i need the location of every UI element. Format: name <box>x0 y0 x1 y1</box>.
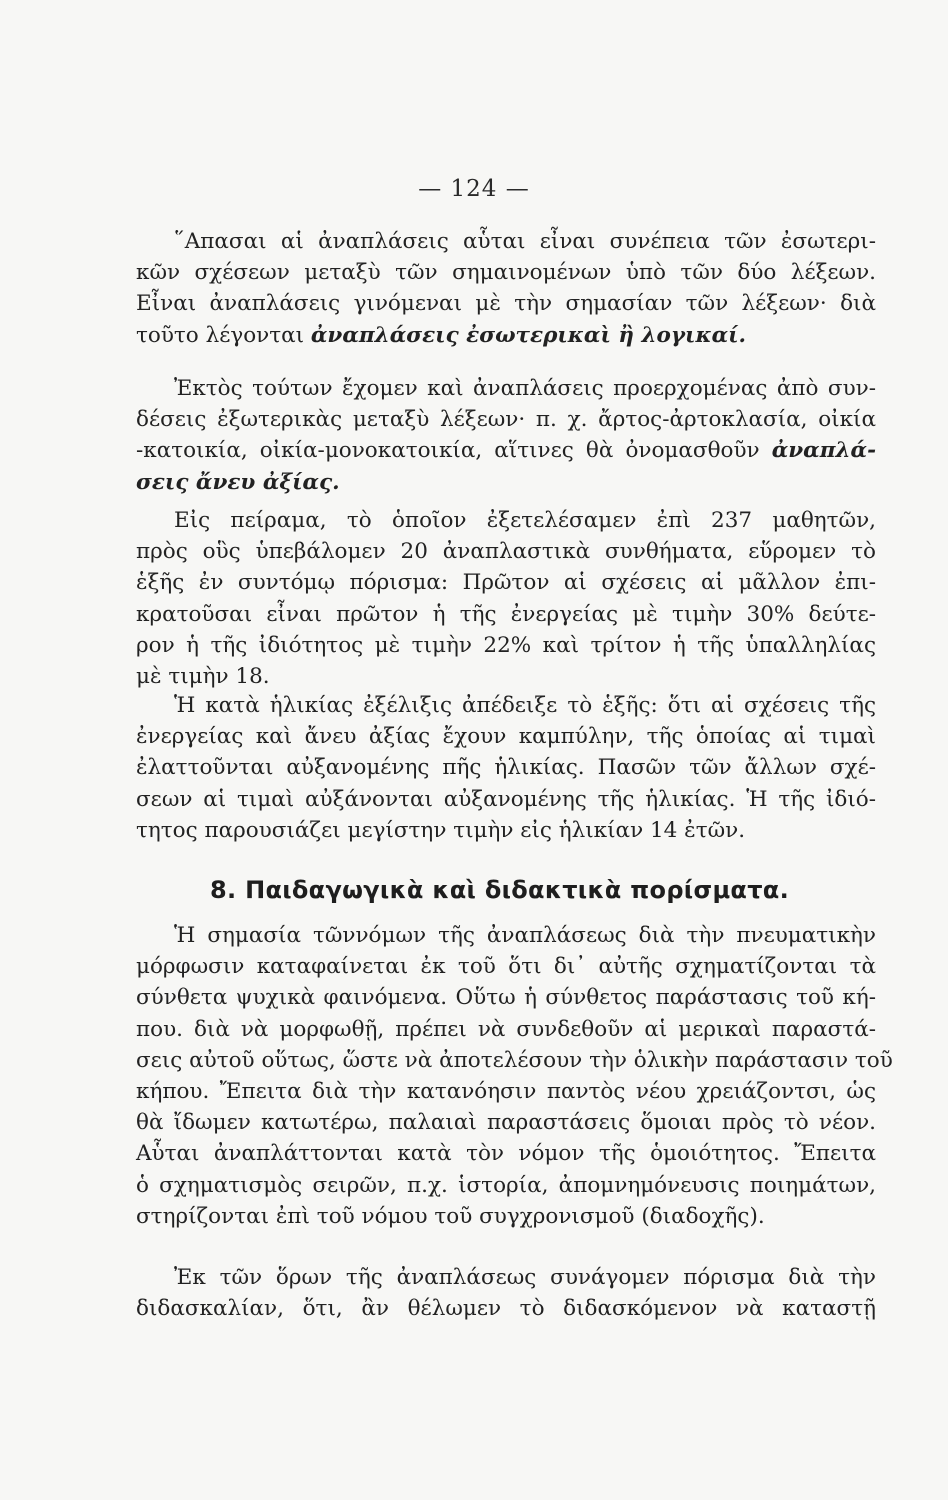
paragraph-5 <box>136 920 893 1232</box>
text-line: σεις αὐτοῦ οὕτως, ὥστε νὰ ἀποτελέσουν τὴν ὁλικὴν παράστασιν τοῦ <box>136 1047 893 1073</box>
text-line: σύνθετα ψυχικὰ φαινόμενα. Οὕτω ἡ σύνθετος παράστασις τοῦ κή- <box>136 985 876 1011</box>
paragraph-1 <box>136 226 876 351</box>
text-line <box>136 467 876 498</box>
text-line: ὁ σχηματισμὸς σειρῶν, π.χ. ἱστορία, ἀπομνημόνευσις ποιημάτων, <box>136 1172 876 1198</box>
text-line: Ἐκ τῶν ὅρων τῆς ἀναπλάσεως συνάγομεν πόρισμα διὰ τὴν <box>174 1265 876 1290</box>
text-line: κρατοῦσαι εἶναι πρῶτον ἡ τῆς ἐνεργείας μὲ τιμὴν 30% δεύτε- <box>136 601 876 627</box>
text-line: Ἐκτὸς τούτων ἔχομεν καὶ ἀναπλάσεις προερχομένας ἀπὸ συν- <box>174 376 876 401</box>
text-line: που. διὰ νὰ μορφωθῇ, πρέπει νὰ συνδεθοῦν αἱ μερικαὶ παραστά- <box>136 1016 876 1042</box>
text-line: διδασκαλίαν, ὅτι, ἂν θέλωμεν τὸ διδασκόμενον νὰ καταστῇ <box>136 1296 876 1322</box>
emphasized-term: ἀναπλά- <box>771 438 876 464</box>
text-line: ῞Απασαι αἱ ἀναπλάσεις αὗται εἶναι συνέπεια τῶν ἐσωτερι- <box>174 229 876 254</box>
text-line: τητος παρουσιάζει μεγίστην τιμὴν εἰς ἡλικίαν 14 ἐτῶν. <box>136 817 746 843</box>
text-line: Ἡ κατὰ ἡλικίας ἐξέλιξις ἀπέδειξε τὸ ἑξῆς: ὅτι αἱ σχέσεις τῆς <box>174 693 876 718</box>
text-line <box>136 320 876 351</box>
text-line: σεων αἱ τιμαὶ αὐξάνονται αὐξανομένης τῆς ἡλικίας. Ἡ τῆς ἰδιό- <box>136 786 876 812</box>
text-line <box>136 435 876 466</box>
text-segment: -κατοικία, οἰκία-μονοκατοικία, αἵτινες θὰ ὀνομασθοῦν <box>136 438 772 464</box>
text-line: κήπου. Ἔπειτα διὰ τὴν κατανόησιν παντὸς νέου χρειάζοντσι, ὡς <box>136 1079 876 1105</box>
text-line: Εἰς πείραμα, τὸ ὁποῖον ἐξετελέσαμεν ἐπὶ 237 μαθητῶν, <box>174 508 876 533</box>
emphasized-term: σεις ἄνευ ἀξίας. <box>136 469 340 495</box>
paragraph-2 <box>136 373 876 498</box>
text-line: Ἡ σημασία τῶννόμων τῆς ἀναπλάσεως διὰ τὴν πνευματικὴν <box>174 923 876 948</box>
text-line: στηρίζονται ἐπὶ τοῦ νόμου τοῦ συγχρονισμοῦ (διαδοχῆς). <box>136 1203 765 1229</box>
page-number: — 124 — <box>418 176 530 202</box>
text-line: ἑξῆς ἐν συντόμῳ πόρισμα: Πρῶτον αἱ σχέσεις αἱ μᾶλλον ἐπι- <box>136 570 876 596</box>
text-line: ἐνεργείας καὶ ἄνευ ἀξίας ἔχουν καμπύλην, τῆς ὁποίας αἱ τιμαὶ <box>136 724 876 750</box>
text-line: Αὗται ἀναπλάττονται κατὰ τὸν νόμον τῆς ὁμοιότητος. Ἔπειτα <box>136 1141 876 1167</box>
paragraph-6 <box>136 1262 876 1324</box>
paragraph-4 <box>136 690 876 846</box>
text-segment: τοῦτο λέγονται <box>136 322 311 348</box>
section-heading: 8. Παιδαγωγικὰ καὶ διδακτικὰ πορίσματα. <box>210 876 790 904</box>
text-line: μόρφωσιν καταφαίνεται ἐκ τοῦ ὅτι δι᾽ αὐτῆς σχηματίζονται τὰ <box>136 954 876 980</box>
paragraph-3 <box>136 505 876 692</box>
text-line: πρὸς οὓς ὑπεβάλομεν 20 ἀναπλαστικὰ συνθήματα, εὕρομεν τὸ <box>136 539 876 565</box>
text-line: μὲ τιμὴν 18. <box>136 664 270 690</box>
text-line: ρον ἡ τῆς ἰδιότητος μὲ τιμὴν 22% καὶ τρίτον ἡ τῆς ὑπαλληλίας <box>136 632 876 658</box>
text-line: θὰ ἴδωμεν κατωτέρω, παλαιαὶ παραστάσεις ὅμοιαι πρὸς τὸ νέον. <box>136 1110 876 1136</box>
text-line: δέσεις ἐξωτερικὰς μεταξὺ λέξεων· π. χ. ἄρτος-ἀρτοκλασία, οἰκία <box>136 407 876 433</box>
text-line: ἐλαττοῦνται αὐξανομένης πῆς ἡλικίας. Πασῶν τῶν ἄλλων σχέ- <box>136 755 876 781</box>
text-line: Εἶναι ἀναπλάσεις γινόμεναι μὲ τὴν σημασίαν τῶν λέξεων· διὰ <box>136 291 876 317</box>
emphasized-term: ἀναπλάσεις ἐσωτερικαὶ ἢ λογικαί. <box>310 322 747 348</box>
text-line: κῶν σχέσεων μεταξὺ τῶν σημαινομένων ὑπὸ τῶν δύο λέξεων. <box>136 260 876 286</box>
